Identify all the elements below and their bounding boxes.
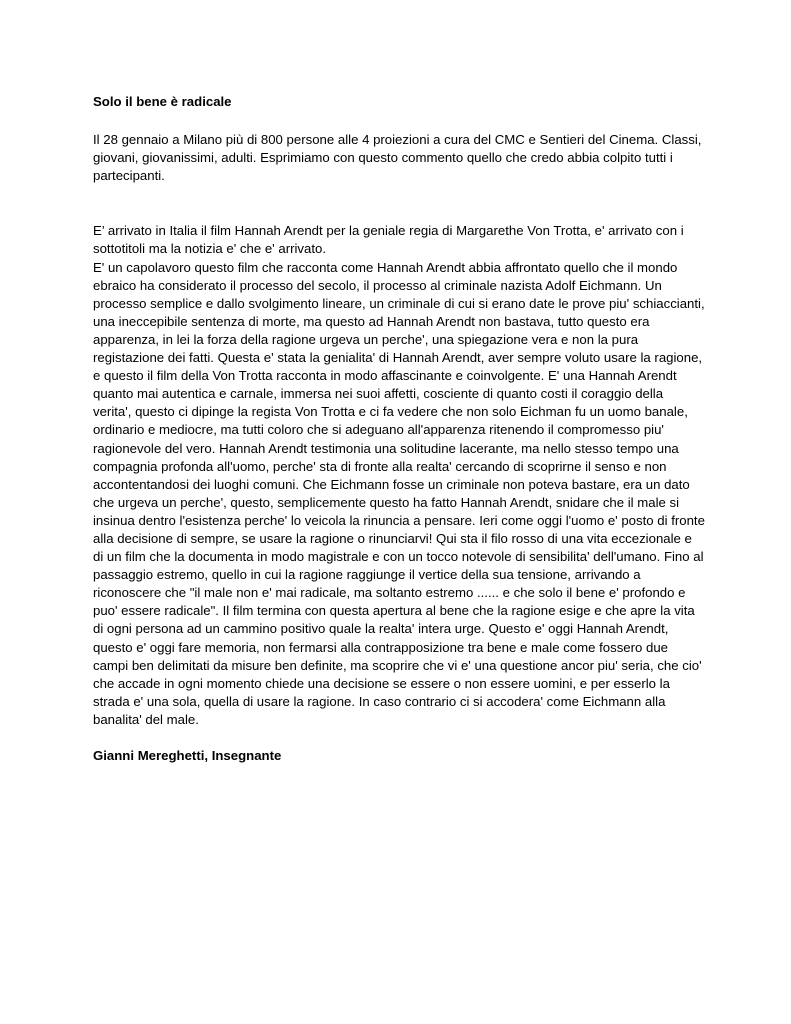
body-paragraph-1: E’ arrivato in Italia il film Hannah Arendt per la geniale regia di Margarethe Von Trotta, e' arrivato con i sottotitoli ma la notizia e' che e' arrivato.	[93, 223, 684, 257]
intro-paragraph: Il 28 gennaio a Milano più di 800 persone alle 4 proiezioni a cura del CMC e Sentieri del Cinema. Classi, giovani, giovanissimi, adulti. Esprimiamo con questo commento quello che credo abbia colpito tutti i partecipanti.	[93, 132, 702, 184]
document-title: Solo il bene è radicale	[93, 94, 232, 109]
body-paragraph-2: E' un capolavoro questo film che racconta come Hannah Arendt abbia affrontato quello che il mondo ebraico ha considerato il processo del secolo, il processo al criminale nazista Adolf Eichmann. Un processo semplice e dallo svolgimento lineare, un criminale di cui si erano date le prove piu' schiaccianti, una ineccepibile sentenza di morte, ma questo ad Hannah Arendt non bastava, tutto questo era apparenza, in lei la forza della ragione urgeva un perche', una spiegazione vera e non la pura registazione dei fatti. Questa e' stata la genialita' di Hannah Arendt, aver sempre voluto usare la ragione, e questo il film della Von Trotta racconta in modo affascinante e coinvolgente. E' una Hannah Arendt quanto mai autentica e carnale, immersa nei suoi affetti, cosciente di quanto costi il coraggio della verita', questo ci dipinge la regista Von Trotta e ci fa vedere che non solo Eichman fu un uomo banale, ordinario e mediocre, ma tutti coloro che si adeguano all'apparenza ritenendo il compromesso piu' ragionevole del vero. Hannah Arendt testimonia una solitudine lacerante, ma nello stesso tempo una compagnia profonda all'uomo, perche' sta di fronte alla realta' cercando di scoprirne il senso e non accontentandosi dei luoghi comuni. Che Eichmann fosse un criminale non poteva bastare, era un dato che urgeva un perche', questo, semplicemente questo ha fatto Hannah Arendt, snidare che il male si insinua dentro l'esistenza perche' lo veicola la rinuncia a pensare. Ieri come oggi l'uomo e' posto di fronte alla decisione di sempre, se usare la ragione o rinunciarvi! Qui sta il filo rosso di una vita eccezionale e di un film che la documenta in modo magistrale e con un tocco notevole di sensibilita' dell'umano. Fino al passaggio estremo, quello in cui la ragione raggiunge il vertice della sua tensione, arrivando a riconoscere che "il male non e' mai radicale, ma soltanto estremo ...... e che solo il bene e' profondo e puo' essere radicale". Il film termina con questa apertura al bene che la ragione esige e che apre la vita di ogni persona ad un cammino positivo quale la realta' intera urge. Questo e' oggi Hannah Arendt, questo e' oggi fare memoria, non fermarsi alla contrapposizione tra bene e male come fossero due campi ben delimitati da misure ben definite, ma scoprire che vi e' una questione ancor piu' seria, che cio' che accade in ogni momento chiede una decisione se essere o non essere uomini, e per esserlo la strada e' una sola, quella di usare la ragione. In caso contrario ci si accodera' come Eichmann alla banalita' del male.	[93, 259, 705, 727]
document-page	[93, 93, 705, 765]
article-body	[93, 222, 705, 729]
author-signature: Gianni Mereghetti, Insegnante	[93, 748, 282, 763]
